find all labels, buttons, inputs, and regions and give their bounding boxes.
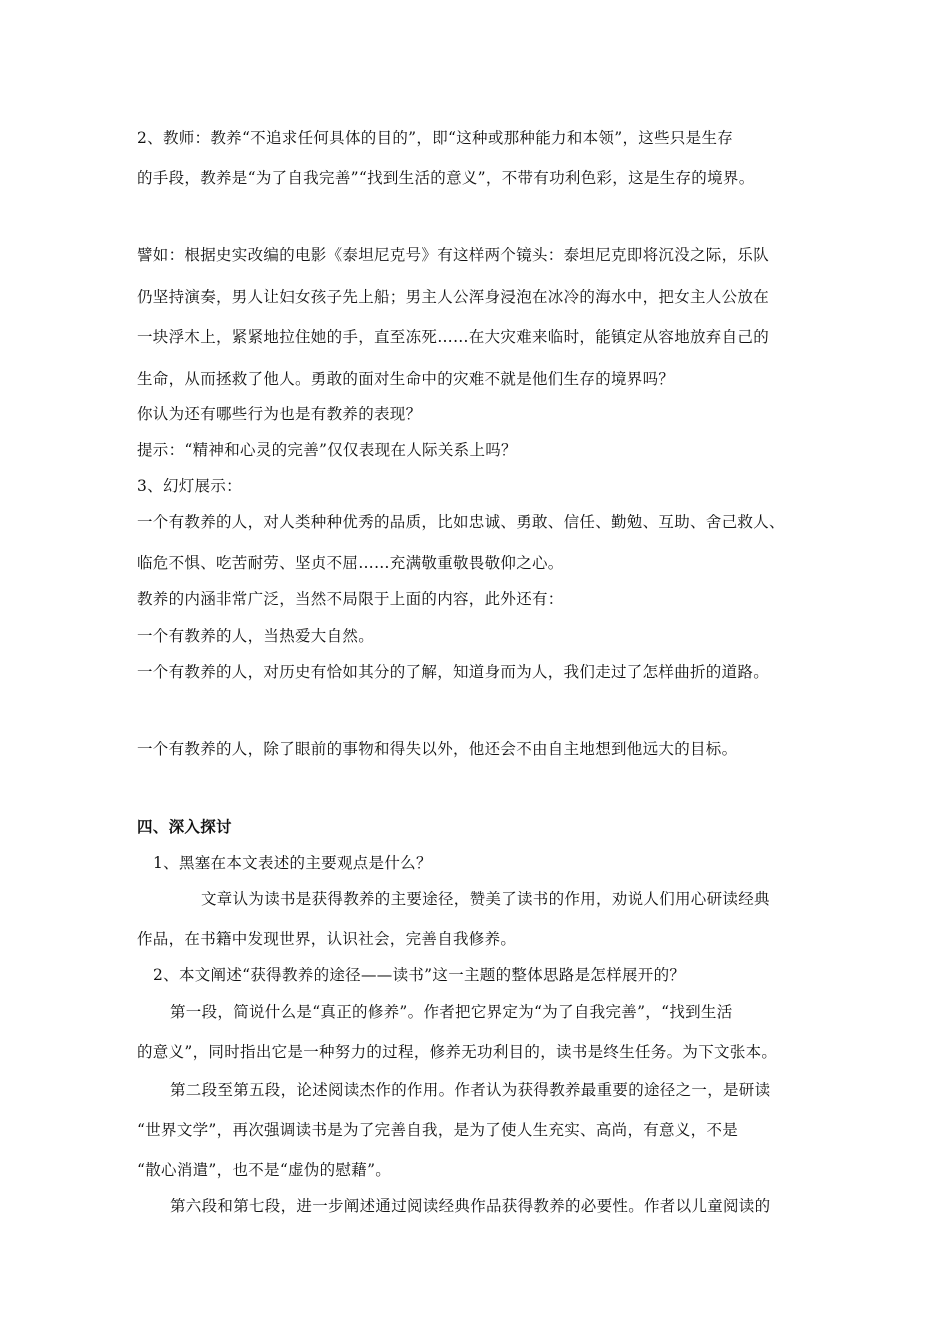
paragraph-line: 一个有教养的人，除了眼前的事物和得失以外，他还会不由自主地想到他远大的目标。 [137, 740, 738, 758]
answer-line: 第二段至第五段，论述阅读杰作的作用。作者认为获得教养最重要的途径之一，是研读 [170, 1081, 771, 1099]
paragraph-line: 临危不惧、吃苦耐劳、坚贞不屈……充满敬重敬畏敬仰之心。 [137, 554, 564, 572]
answer-line: 的意义”，同时指出它是一种努力的过程，修养无功利目的，读书是终生任务。为下文张本。 [137, 1043, 778, 1061]
paragraph-line: 一块浮木上，紧紧地拉住她的手，直至冻死……在大灾难来临时，能镇定从容地放弃自己的 [137, 328, 770, 346]
answer-line: 作品，在书籍中发现世界，认识社会，完善自我修养。 [137, 930, 517, 948]
paragraph-line: 的手段，教养是“为了自我完善”“找到生活的意义”，不带有功利色彩，这是生存的境界。 [137, 169, 755, 187]
answer-line: 第一段，简说什么是“真正的修养”。作者把它界定为“为了自我完善”，“找到生活 [170, 1003, 733, 1021]
paragraph-line: 生命，从而拯救了他人。勇敢的面对生命中的灾难不就是他们生存的境界吗？ [137, 370, 675, 388]
paragraph-line: 教养的内涵非常广泛，当然不局限于上面的内容，此外还有： [137, 590, 564, 608]
paragraph-line: 一个有教养的人，对人类种种优秀的品质，比如忠诚、勇敢、信任、勤勉、互助、舍己救人、 [137, 513, 785, 531]
paragraph-line: 2、教师：教养“不追求任何具体的目的”，即“这种或那种能力和本领”，这些只是生存 [137, 129, 734, 147]
paragraph-line: 仍坚持演奏，男人让妇女孩子先上船；男主人公浑身浸泡在冰冷的海水中，把女主人公放在 [137, 288, 770, 306]
answer-line: 文章认为读书是获得教养的主要途径，赞美了读书的作用，劝说人们用心研读经典 [201, 890, 770, 908]
paragraph-line: 一个有教养的人，对历史有恰如其分的了解，知道身而为人，我们走过了怎样曲折的道路。 [137, 663, 770, 681]
answer-line: 第六段和第七段，进一步阐述通过阅读经典作品获得教养的必要性。作者以儿童阅读的 [170, 1197, 771, 1215]
paragraph-line: 一个有教养的人，当热爱大自然。 [137, 627, 375, 645]
answer-line: “世界文学”，再次强调读书是为了完善自我，是为了使人生充实、高尚，有意义，不是 [137, 1121, 739, 1139]
paragraph-line: 提示：“精神和心灵的完善”仅仅表现在人际关系上吗？ [137, 441, 517, 459]
paragraph-line: 譬如：根据史实改编的电影《泰坦尼克号》有这样两个镜头：泰坦尼克即将沉没之际，乐队 [137, 246, 770, 264]
paragraph-line: 你认为还有哪些行为也是有教养的表现？ [137, 405, 422, 423]
question-line: 1、黑塞在本文表述的主要观点是什么？ [153, 854, 432, 872]
answer-line: “散心消遣”，也不是“虚伪的慰藉”。 [137, 1161, 392, 1179]
question-line: 2、本文阐述“获得教养的途径——读书”这一主题的整体思路是怎样展开的？ [153, 966, 686, 984]
section-heading: 四、深入探讨 [137, 818, 232, 836]
paragraph-line: 3、幻灯展示： [137, 477, 242, 495]
